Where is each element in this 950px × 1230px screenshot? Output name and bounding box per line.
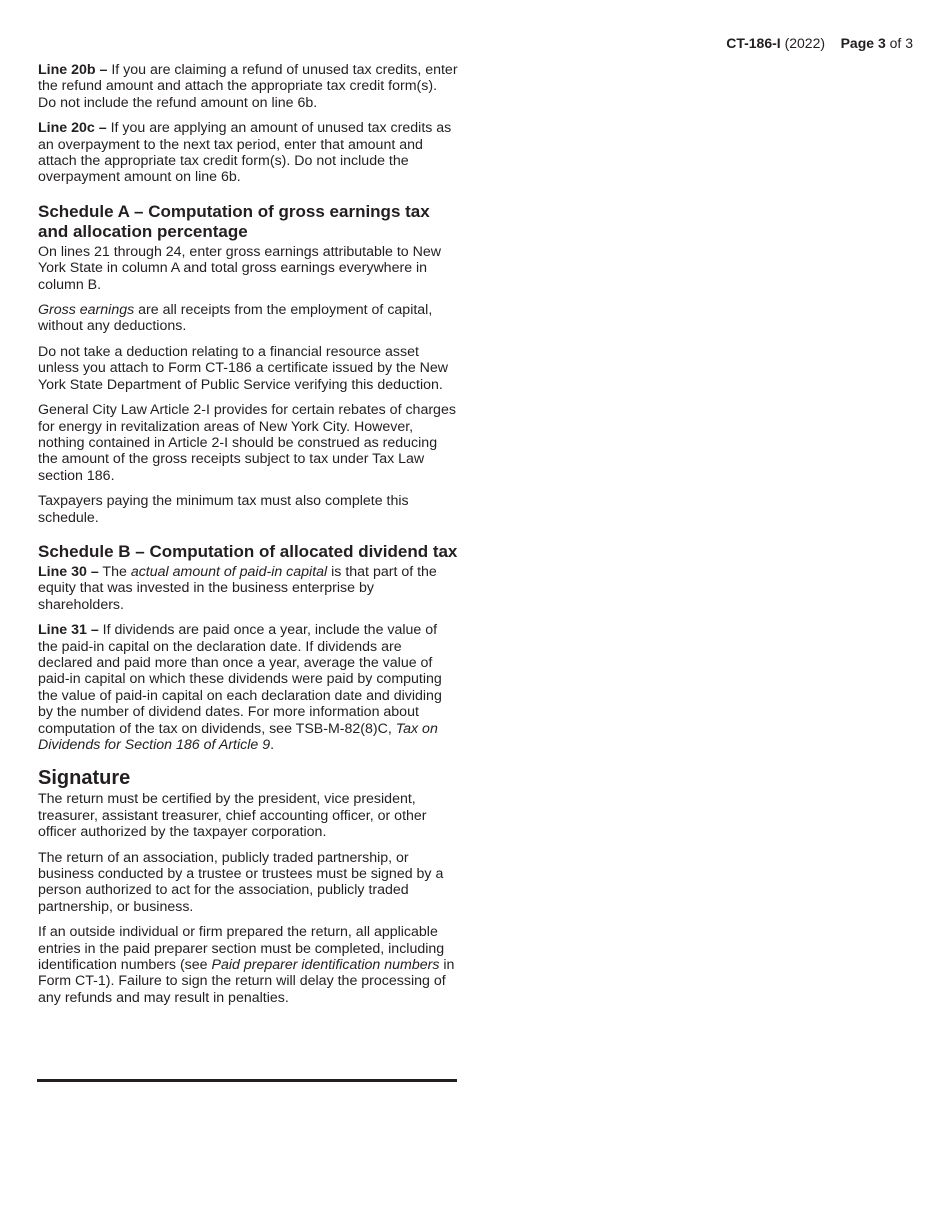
line-30-paragraph xyxy=(38,564,459,613)
schedule-a-p2-rest: are all receipts from the employment of capital, without any deductions. xyxy=(38,302,433,335)
form-id: CT-186-I xyxy=(726,35,781,51)
line-20b-label: Line 20b – xyxy=(38,62,108,78)
schedule-a-p2 xyxy=(38,302,459,335)
line-20b-paragraph xyxy=(38,62,459,111)
schedule-a-p3: Do not take a deduction relating to a financial resource asset unless you attach to Form CT-186 a certificate issued by the New York State Department of Public Service verifying this deduction. xyxy=(38,343,449,393)
line-30-label: Line 30 – xyxy=(38,563,99,580)
line-31-label: Line 31 – xyxy=(38,622,99,639)
page-number: 3 xyxy=(877,35,886,51)
line-20c-paragraph xyxy=(38,120,459,186)
line-30-pre: The xyxy=(98,563,131,580)
line-30-term: actual amount of paid-in capital xyxy=(130,563,328,580)
line-20c-label: Line 20c – xyxy=(38,120,107,137)
form-year: (2022) xyxy=(784,35,826,51)
schedule-a-p1: On lines 21 through 24, enter gross earnings attributable to New York State in column A and total gross earnings everywhere in column B. xyxy=(38,243,442,293)
line-31-text: If dividends are paid once a year, include the value of the paid-in capital on the declaration date. If dividends are declared and paid more than once a year, average the value of paid-in capital on which these dividends were paid by computing the value of paid-in capital on each declaration date and dividing by the number of dividend dates. For more information about computation of the tax on dividends, see TSB-M-82(8)C, xyxy=(38,622,442,737)
section-end-rule xyxy=(37,1079,457,1082)
line-20b-text: If you are claiming a refund of unused tax credits, enter the refund amount and attach the appropriate tax credit form(s). Do not include the refund amount on line 6b. xyxy=(38,62,458,111)
line-31-end: . xyxy=(270,737,275,753)
gross-earnings-term: Gross earnings xyxy=(38,302,135,319)
line-20c-text: If you are applying an amount of unused tax credits as an overpayment to the next tax period, enter that amount and attach the appropriate tax credit form(s). Do not include the overpayment amount on line 6b. xyxy=(38,120,452,186)
signature-p2: The return of an association, publicly traded partnership, or business conducted by a trustee or trustees must be signed by a person authorized to act for the association, publicly traded partnership, or business. xyxy=(38,849,444,915)
line-31-publication: Tax on Dividends for Section 186 of Article 9 xyxy=(38,720,438,753)
signature-p1: The return must be certified by the president, vice president, treasurer, assistant treasurer, chief accounting officer, or other officer authorized by the taxpayer corporation. xyxy=(38,791,427,841)
line-30-post: is that part of the equity that was invested in the business enterprise by shareholders. xyxy=(38,563,437,613)
instructions-column xyxy=(38,62,459,1015)
schedule-a-p5: Taxpayers paying the minimum tax must also complete this schedule. xyxy=(38,493,409,526)
schedule-a-p4: General City Law Article 2-I provides for certain rebates of charges for energy in revitalization areas of New York City. However, nothing contained in Article 2-I should be construed as reducing the amount of the gross receipts subject to tax under Tax Law section 186. xyxy=(38,402,456,484)
page-of: of 3 xyxy=(889,35,913,51)
signature-p3 xyxy=(38,924,459,1006)
page-header xyxy=(726,35,913,51)
schedule-b-heading: Schedule B – Computation of allocated dividend tax xyxy=(38,541,458,561)
signature-heading: Signature xyxy=(38,767,131,790)
line-31-paragraph xyxy=(38,622,459,753)
schedule-a-heading: Schedule A – Computation of gross earnings tax and allocation percentage xyxy=(38,201,430,241)
signature-p3-post: in Form CT-1). Failure to sign the return will delay the processing of any refunds and may result in penalties. xyxy=(38,957,455,1006)
page-word: Page xyxy=(840,35,875,51)
paid-preparer-term: Paid preparer identification numbers xyxy=(211,957,440,974)
signature-p3-pre: If an outside individual or firm prepared the return, all applicable entries in the paid preparer section must be completed, including identification numbers (see xyxy=(38,924,445,974)
